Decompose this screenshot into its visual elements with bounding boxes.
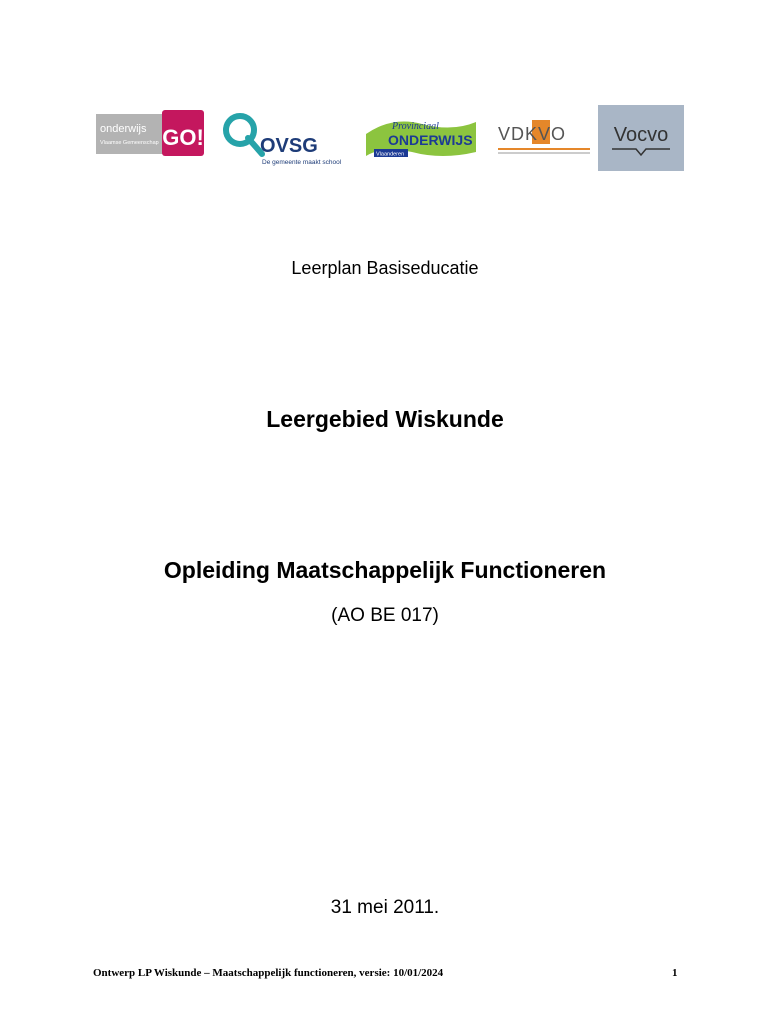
course-code: (AO BE 017) xyxy=(331,605,439,626)
logo-row xyxy=(0,0,770,180)
leerplan-title: Leerplan Basiseducatie xyxy=(291,258,479,278)
vdkvo-name-text: VDKVO xyxy=(498,124,567,144)
go-onderwijs-logo xyxy=(96,108,206,166)
provinciaal-sub-text: Vlaanderen xyxy=(376,151,405,158)
provinciaal-top-text: Provinciaal xyxy=(392,121,439,132)
page-number: 1 xyxy=(672,967,678,979)
vdkvo-logo xyxy=(496,118,592,158)
go-subtitle-text: Vlaamse Gemeenschap xyxy=(100,140,159,146)
document-date: 31 mei 2011. xyxy=(330,897,440,918)
ovsg-tagline-text: De gemeente maakt school xyxy=(262,159,342,166)
leergebied-heading: Leergebied Wiskunde xyxy=(266,406,504,432)
provinciaal-onderwijs-logo xyxy=(362,112,480,162)
provinciaal-main-text: ONDERWIJS xyxy=(388,132,473,148)
footer-text: Ontwerp LP Wiskunde – Maatschappelijk functioneren, versie: 10/01/2024 xyxy=(93,967,444,979)
go-mark-text: GO! xyxy=(162,125,204,150)
opleiding-heading: Opleiding Maatschappelijk Functioneren xyxy=(163,557,607,583)
vocvo-name-text: Vocvo xyxy=(613,124,669,146)
ovsg-name-text: OVSG xyxy=(260,135,318,157)
go-onderwijs-text: onderwijs xyxy=(100,123,147,135)
vocvo-logo xyxy=(598,105,684,171)
ovsg-logo xyxy=(222,110,352,168)
